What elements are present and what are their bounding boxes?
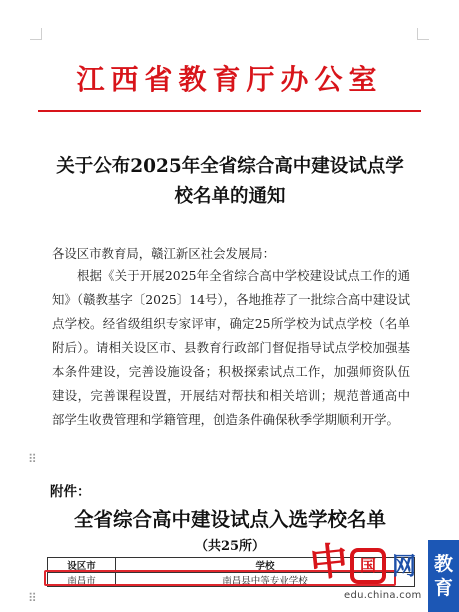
salutation: 各设区市教育局，赣江新区社会发展局： [52, 246, 276, 261]
badge-char: 教 [433, 553, 453, 575]
china-com-watermark-logo [300, 537, 426, 604]
page-corner-mark [30, 28, 42, 40]
education-channel-badge [428, 540, 459, 612]
logo-char: 国 [350, 548, 386, 584]
logo-char: 中 [307, 537, 351, 586]
badge-char: 育 [433, 577, 453, 599]
drag-handle-icon[interactable]: ⠿ [28, 591, 37, 605]
attachment-list-title: 全省综合高中建设试点入选学校名单 [73, 508, 386, 531]
page-corner-mark [417, 28, 429, 40]
drag-handle-icon[interactable]: ⠿ [28, 452, 37, 466]
attachment-label: 附件： [50, 484, 91, 500]
column-header-city: 设区市 [48, 558, 116, 572]
table-cell-school: 南昌县中等专业学校 [222, 575, 308, 586]
document-title: 关于公布2025年全省综合高中建设试点学校名单的通知 [56, 156, 404, 207]
organization-header: 江西省教育厅办公室 [76, 63, 383, 96]
logo-char: 网 [392, 552, 416, 580]
column-header-school: 学校 [255, 561, 275, 572]
watermark-url: edu.china.com [344, 590, 422, 601]
school-count: （共25所） [194, 539, 266, 554]
red-header-rule [38, 110, 421, 112]
table-cell-city: 南昌市 [48, 573, 116, 586]
body-paragraph: 根据《关于开展2025年全省综合高中学校建设试点工作的通知》（赣教基字〔2025〕14号），各地推荐了一批综合高中建设试点学校。经省级组织专家评审，确定25所学校为试点学校（名单附后）。请相关设区市、县教育行政部门督促指导试点学校加强基本条件建设，完善设施设备；积极探索试点工作，加强师资队伍建设，完善课程设置，开展结对帮扶和相关培训；规范普通高中部学生收费管理和学籍管理，创造条件确保秋季学期顺利开学。 [52, 268, 410, 427]
